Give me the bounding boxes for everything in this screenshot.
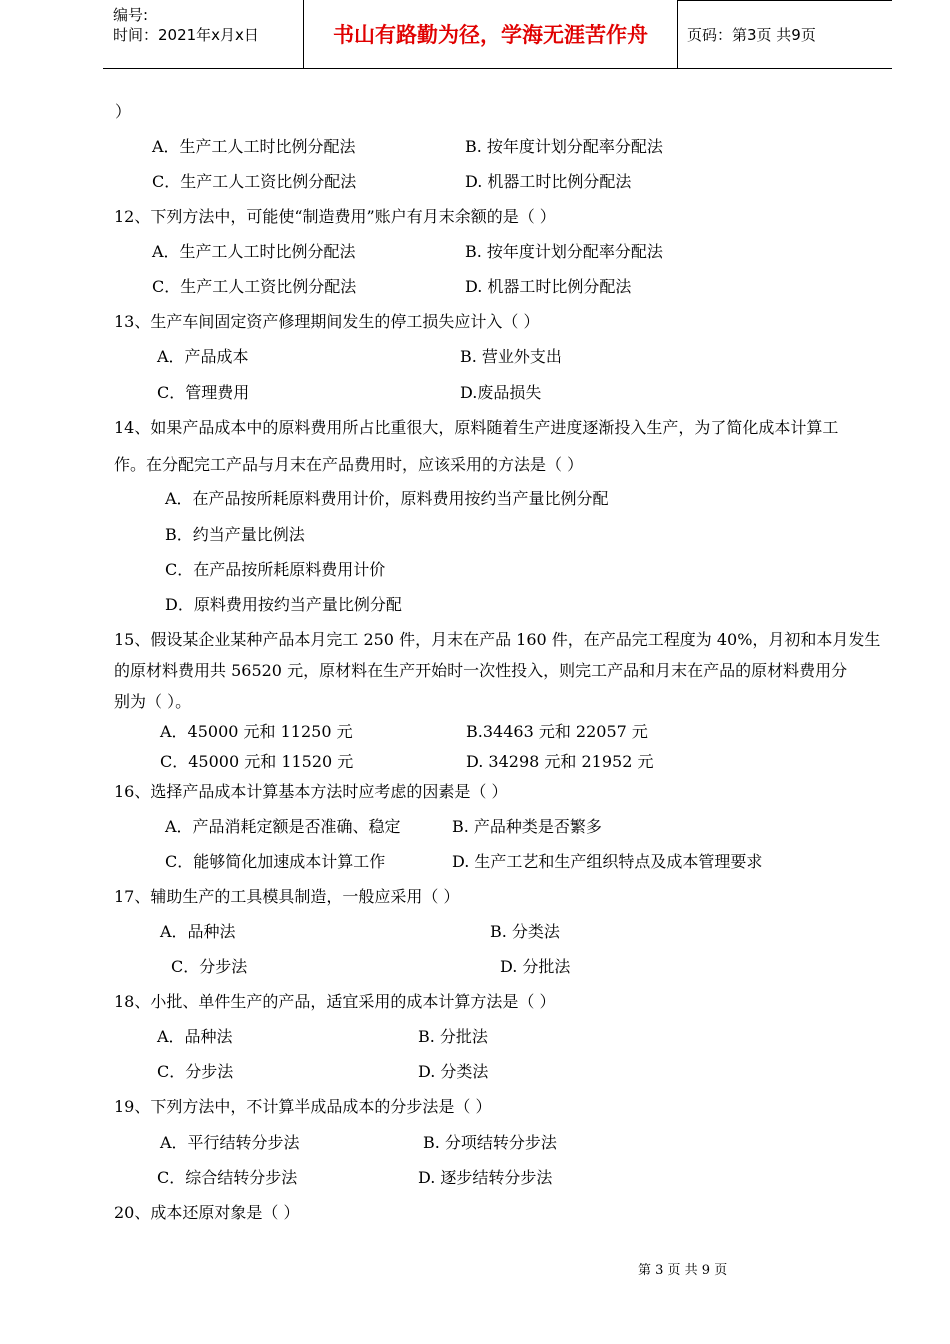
q17-option-b: B. 分类法 (490, 922, 560, 941)
q14-stem-line1: 14、如果产品成本中的原料费用所占比重很大，原料随着生产进度逐渐投入生产，为了简化成本计算工 (114, 418, 839, 437)
q16-option-d: D. 生产工艺和生产组织特点及成本管理要求 (452, 852, 763, 871)
q13-option-d: D.废品损失 (460, 383, 542, 402)
q14-stem-line2: 作。在分配完工产品与月末在产品费用时，应该采用的方法是（ ） (114, 455, 584, 474)
q11-option-b: B. 按年度计划分配率分配法 (465, 137, 663, 156)
q15-option-a: A．45000 元和 11250 元 (160, 722, 353, 741)
q16-option-b: B. 产品种类是否繁多 (452, 817, 602, 836)
q19-option-c: C．综合结转分步法 (157, 1168, 298, 1187)
q14-option-b: B．约当产量比例法 (165, 525, 305, 544)
header-motto: 书山有路勤为径，学海无涯苦作舟 (304, 0, 678, 68)
q12-option-b: B. 按年度计划分配率分配法 (465, 242, 663, 261)
q19-option-a: A．平行结转分步法 (160, 1133, 300, 1152)
q12-option-c: C．生产工人工资比例分配法 (152, 277, 357, 296)
q19-stem: 19、下列方法中，不计算半成品成本的分步法是（ ） (114, 1097, 492, 1116)
q13-option-c: C．管理费用 (157, 383, 250, 402)
q12-stem: 12、下列方法中，可能使“制造费用”账户有月末余额的是（ ） (114, 207, 556, 226)
q17-option-c: C．分步法 (171, 957, 248, 976)
q15-stem-line2: 的原材料费用共 56520 元，原材料在生产开始时一次性投入，则完工产品和月末在产品的原材料费用分 (114, 661, 848, 680)
q20-stem: 20、成本还原对象是（ ） (114, 1203, 300, 1222)
q12-option-d: D. 机器工时比例分配法 (465, 277, 632, 296)
q17-stem: 17、辅助生产的工具模具制造，一般应采用（ ） (114, 887, 460, 906)
q19-option-d: D. 逐步结转分步法 (418, 1168, 553, 1187)
q16-option-a: A．产品消耗定额是否准确、稳定 (165, 817, 401, 836)
q13-option-a: A．产品成本 (157, 347, 249, 366)
q16-stem: 16、选择产品成本计算基本方法时应考虑的因素是（ ） (114, 782, 508, 801)
q18-option-d: D. 分类法 (418, 1062, 489, 1081)
document-number-label: 编号: (113, 6, 149, 24)
q14-option-a: A．在产品按所耗原料费用计价，原料费用按约当产量比例分配 (165, 489, 609, 508)
q15-option-c: C．45000 元和 11520 元 (160, 752, 354, 771)
q14-option-c: C．在产品按所耗原料费用计价 (165, 560, 386, 579)
header-page-number: 页码：第3页 共9页 (687, 25, 816, 44)
page-footer: 第 3 页 共 9 页 (638, 1263, 728, 1278)
q15-stem-line1: 15、假设某企业某种产品本月完工 250 件，月末在产品 160 件，在产品完工程度为 40%，月初和本月发生 (114, 630, 881, 649)
q18-option-b: B. 分批法 (418, 1027, 488, 1046)
q19-option-b: B. 分项结转分步法 (423, 1133, 557, 1152)
q11-stem-tail: ） (115, 102, 132, 121)
q17-option-a: A．品种法 (160, 922, 236, 941)
q13-stem: 13、生产车间固定资产修理期间发生的停工损失应计入（ ） (114, 312, 540, 331)
q18-option-c: C．分步法 (157, 1062, 234, 1081)
q17-option-d: D. 分批法 (500, 957, 571, 976)
q15-option-b: B.34463 元和 22057 元 (466, 722, 648, 741)
q12-option-a: A．生产工人工时比例分配法 (152, 242, 356, 261)
q11-option-a: A．生产工人工时比例分配法 (152, 137, 356, 156)
document-date-label: 时间：2021年x月x日 (113, 26, 259, 44)
page-header (103, 0, 892, 69)
q11-option-c: C．生产工人工资比例分配法 (152, 172, 357, 191)
q16-option-c: C．能够简化加速成本计算工作 (165, 852, 386, 871)
q18-option-a: A．品种法 (157, 1027, 233, 1046)
q11-option-d: D. 机器工时比例分配法 (465, 172, 632, 191)
q18-stem: 18、小批、单件生产的产品，适宜采用的成本计算方法是（ ） (114, 992, 556, 1011)
q13-option-b: B. 营业外支出 (460, 347, 562, 366)
header-meta-cell (103, 0, 304, 68)
q14-option-d: D．原料费用按约当产量比例分配 (165, 595, 402, 614)
q15-stem-line3: 别为（ ）。 (114, 692, 192, 711)
q15-option-d: D. 34298 元和 21952 元 (466, 752, 654, 771)
